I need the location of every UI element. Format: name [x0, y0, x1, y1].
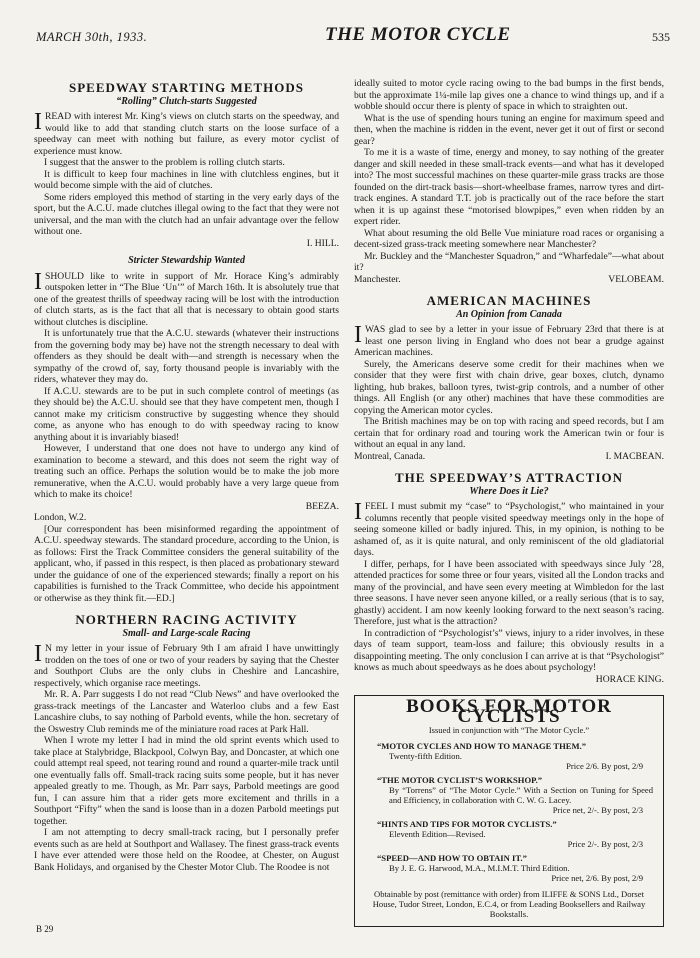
paragraph: What is the use of spending hours tuning an engine for maximum speed and then, when the machine is ridden in the event, never get it out of first or second gear?	[354, 112, 664, 147]
article-title: SPEEDWAY STARTING METHODS	[69, 80, 304, 95]
paragraph: It is difficult to keep four machines in line with clutchless engines, but it would become simple with the aid of clutches.	[34, 168, 339, 191]
paragraph: If A.C.U. stewards are to be put in such complete control of meetings (as they should be) the A.C.U. should see that they have competent men, though I cannot make my criticism constructive by suggesting whence they should come, as anyone who has enough to do with speedway racing to know anything about it is invariably biased!	[34, 385, 339, 443]
article-stricter-stewardship	[34, 255, 339, 604]
paragraph: I N my letter in your issue of February 9th I am afraid I have unwittingly trodden on the toes of one or two of your readers by saying that the Chester and Southport Clubs are the only clubs in Cheshire and Lancashire, respectively, which organise race meetings.	[34, 641, 339, 689]
signature: VELOBEAM.	[608, 273, 664, 285]
drop-cap: I	[34, 109, 42, 135]
paragraph: However, I understand that one does not have to undergo any kind of examination to become a steward, and this does not seem the right way of treating such an office. Perhaps the solution would be to make the job more remunerative, when the A.C.U. would probably have a very large queue from which to make its choice!	[34, 443, 339, 500]
signature-row	[354, 451, 664, 463]
advert-subtitle: Issued in conjunction with “The Motor Cycle.”	[428, 725, 590, 735]
book-price: Price 2/-. By post, 2/3	[567, 839, 643, 849]
book-title: “THE MOTOR CYCLIST’S WORKSHOP.”	[377, 775, 543, 785]
article-subtitle: An Opinion from Canada	[456, 308, 562, 320]
article-subtitle: Small- and Large-scale Racing	[122, 627, 251, 639]
article-subtitle: “Rolling” Clutch-starts Suggested	[116, 95, 257, 107]
paragraph: Mr. Buckley and the “Manchester Squadron,” and “Wharfedale”—what about it?	[354, 250, 664, 273]
book-entry	[377, 819, 653, 849]
right-column	[354, 78, 664, 927]
page-header	[30, 22, 670, 52]
page-footer-code: B 29	[36, 924, 54, 934]
paragraph: IFEEL I must submit my “case” to “Psychologist,” who maintained in your columns recently that people visited speedway meetings only in the hope of seeing someone killed or badly injured. This, in my opinion, is nothing to be ashamed of, as it is quite natural, and only reminiscent of the old gladiatorial days.	[354, 499, 664, 558]
drop-cap: I	[34, 268, 42, 295]
advert-title: BOOKS FOR MOTOR CYCLISTS	[406, 696, 612, 727]
signature: I. HILL.	[306, 237, 339, 249]
paragraph: The British machines may be on top with racing and speed records, but I am certain that for ordinary road and touring work the American twin or four is without an equal in any land.	[354, 416, 664, 450]
book-entry	[377, 775, 653, 815]
article-american-machines	[354, 295, 664, 462]
paragraph: When I wrote my letter I had in mind the old sprint events which used to take place at Stalybridge, Blackpool, Colwyn Bay, and Doncaster, at which one could attempt real speed, not tearing round and round a quarter-mile track until one eventually falls off. Small-track racing suits some people, but it has never appealed greatly to me. Though, as Mr. Parr says, Parbold meetings are good fun, I can assure him that a rider gets more excitement and thrills in a Southport “Fifty” when the sand is loose than in a dozen Parbold meetings put together.	[34, 735, 339, 827]
place: Montreal, Canada.	[354, 450, 426, 462]
book-entry	[377, 853, 653, 883]
paragraph: What about resuming the old Belle Vue miniature road races or organising a decent-sized grass-track meeting somewhere near Manchester?	[354, 227, 664, 250]
books-advertisement	[354, 695, 664, 927]
paragraph: I am not attempting to decry small-track racing, but I personally prefer events such as are held at Southport and Wallasey. The finest grass-track events I have ever attended were those held on the Roodee, at Chester, on August Bank Holidays, and organised by the Chester Motor Club. The Roodee is not	[34, 827, 339, 873]
signature: I. MACBEAN.	[605, 450, 664, 462]
article-northern-racing-continued	[354, 78, 664, 285]
place: London, W.2.	[34, 512, 87, 523]
paragraph: Some riders employed this method of starting in the very early days of the sport, but the A.C.U. made clutches illegal owing to the fact that they were not universal, and the man with the clutch had an unfair advantage over the fellow without one.	[34, 191, 339, 237]
book-title: “HINTS AND TIPS FOR MOTOR CYCLISTS.”	[377, 819, 557, 829]
signature: BEEZA.	[305, 500, 339, 512]
book-detail: By J. E. G. Harwood, M.A., M.I.M.T. Third Edition.	[389, 863, 570, 873]
left-column	[34, 82, 339, 873]
drop-cap: I	[354, 322, 362, 348]
drop-cap: I	[354, 499, 362, 525]
paragraph: In contradiction of “Psychologist’s” views, injury to a rider involves, in these days of team support, team-loss and failure; this obviously results in a disappointing meeting. The only conclusion I can arrive at is that “Psychologist” knows as much about speedways as he does about psychology!	[354, 627, 664, 673]
book-detail: By “Torrens” of “The Motor Cycle.” With a Section on Tuning for Speed and Efficiency, in collaboration with C. W. G. Lacey.	[389, 785, 653, 805]
article-speedway-starting	[34, 82, 339, 249]
article-subtitle: Stricter Stewardship Wanted	[128, 255, 245, 266]
article-title: THE SPEEDWAY’S ATTRACTION	[395, 470, 623, 485]
masthead-logo: THE MOTOR CYCLE	[325, 24, 511, 45]
article-subtitle: Where Does it Lie?	[469, 485, 549, 497]
editor-note: [Our correspondent has been misinformed regarding the appointment of A.C.U. speedway stewards. The standard procedure, according to the Union, is as follows: First the Track Committee considers the general suitability of the applicant, who, if passed in this respect, is then placed as probationary steward under the guidance of one of the experienced stewards; finally a report on his capabilities is furnished to the Track Committee, who decide his appointment or otherwise as they think fit.—ED.]	[34, 523, 339, 604]
paragraph: Surely, the Americans deserve some credit for their machines when we consider that they were first with chain drive, gear boxes, clutch, dynamo lighting, hub brakes, balloon tyres, twist-grip controls, and a number of other things. All English (or any other) machines that have these commodities are copying the American motor cycles.	[354, 358, 664, 416]
paragraph: ISHOULD like to write in support of Mr. Horace King’s admirably outspoken letter in “The Blue ‘Un’” of March 16th. It is absolutely true that one of the greatest thrills of speedway racing will be lost with the introduction of clutch starts, as is the fact that all that is necessary to obtain good starts without clutches is discipline.	[34, 268, 339, 328]
paragraph: ideally suited to motor cycle racing owing to the bad bumps in the first bends, but the approximate 1¼-mile lap gives one a chance to wind things up, and if a wobble should occur there is plenty of space in which to straighten out.	[354, 78, 664, 112]
drop-cap: I	[34, 641, 42, 667]
paragraph: Mr. R. A. Parr suggests I do not read “Club News” and have overlooked the grass-track meetings of the Lancaster and Waterloo clubs and a few East Lancashire clubs, to say nothing of Parbold events, while the hon. secretary of the Oswestry Club reminds me of the miniature road races at Park Hall.	[34, 689, 339, 735]
paragraph: I suggest that the answer to the problem is rolling clutch starts.	[44, 157, 285, 168]
signature-row	[354, 274, 664, 286]
page-number: 535	[652, 30, 670, 44]
advert-footer: Obtainable by post (remittance with order) from ILIFFE & SONS Ltd., Dorset House, Tudor Street, London, E.C.4, or from Leading Booksellers and Railway Bookstalls.	[372, 889, 646, 919]
issue-date: MARCH 30th, 1933.	[36, 30, 148, 44]
paragraph: IREAD with interest Mr. King’s views on clutch starts on the speedway, and would like to add that standing clutch starts on the loose surface of a speedway can meet with nothing but failure, as every motor cyclist of experience must know.	[34, 109, 339, 157]
article-title: NORTHERN RACING ACTIVITY	[75, 612, 298, 627]
book-price: Price net, 2/6. By post, 2/9	[551, 873, 643, 883]
article-title: AMERICAN MACHINES	[426, 293, 592, 308]
book-detail: Eleventh Edition—Revised.	[389, 829, 486, 839]
paragraph: It is unfortunately true that the A.C.U. stewards (whatever their instructions from the governing body may be) have not the strength necessary to deal with offenders as they should be dealt with—and strength is necessary when the sympathy of the crowd of, say, forty thousand people is invariably with the riders, whatever they may do.	[34, 328, 339, 385]
signature: HORACE KING.	[595, 673, 664, 685]
book-entry	[377, 741, 653, 771]
book-title: “SPEED—AND HOW TO OBTAIN IT.”	[377, 853, 527, 863]
article-northern-racing	[34, 614, 339, 873]
article-speedway-attraction	[354, 472, 664, 685]
book-price: Price net, 2/-. By post, 2/3	[552, 805, 643, 815]
book-title: “MOTOR CYCLES AND HOW TO MANAGE THEM.”	[377, 741, 587, 751]
place: Manchester.	[354, 273, 401, 285]
paragraph: I differ, perhaps, for I have been associated with speedways since July ’28, attended practices for some three or four years, visited all the London tracks and many of the provincial, and have seen every meeting at Wimbledon for the last three seasons. I have never seen anyone killed, or a really serious (that is to say, ghastly) accident. I am now keenly looking forward to the next season’s racing. Therefore, just what is the attraction?	[354, 558, 664, 627]
book-detail: Twenty-fifth Edition.	[389, 751, 462, 761]
paragraph: IWAS glad to see by a letter in your issue of February 23rd that there is at least one person living in England who does not bear a grudge against American machines.	[354, 322, 664, 358]
paragraph: To me it is a waste of time, energy and money, to say nothing of the greater danger and skill needed in these small-track events—and what has it developed into? The most successful machines on these quarter-mile grass tracks are those founded on the dirt-track basis—short-wheelbase frames, narrow tyres and dirt-track engines. A standard T.T. job is practically out of the race before the start when it is up against these “motorised blowpipes,” even when ridden by an expert rider.	[354, 147, 664, 227]
book-price: Price 2/6. By post, 2/9	[566, 761, 643, 771]
